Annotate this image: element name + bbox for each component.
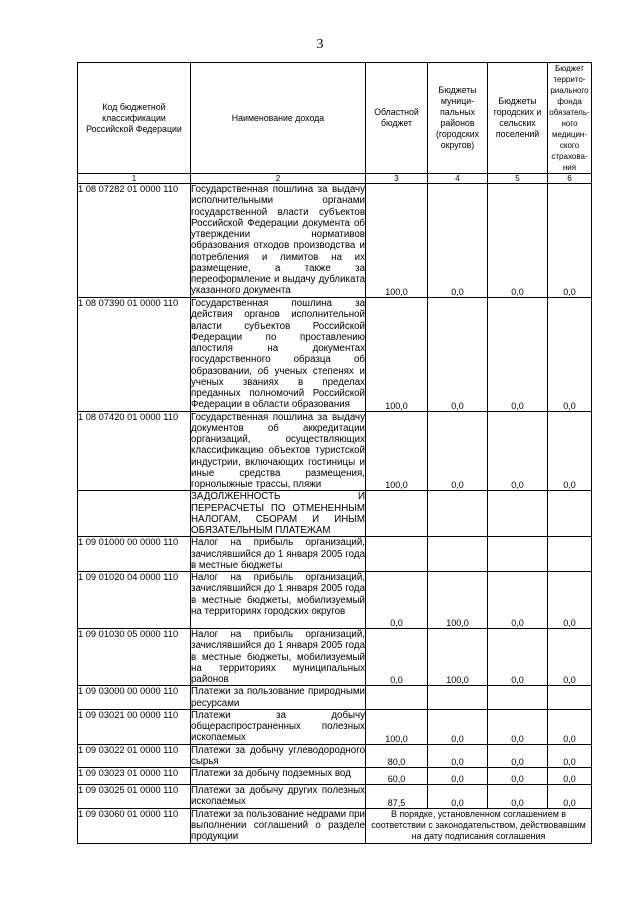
table-row [78, 298, 592, 412]
revenue-name-cell: Государственная пошлина за выдачу исполнительными органами государственной власти субъектов Российской Федерации документа об утверждении нормативов образования отходов производства и потребления и лимитов на их размещение, а также за переоформление и выдачу дубликата указанного документа [191, 184, 365, 297]
revenue-name-cell: Платежи за пользование природными ресурсами [191, 686, 365, 709]
regional-budget-value: 100,0 [366, 298, 428, 412]
regional-budget-value: 0,0 [366, 572, 428, 629]
municipal-budget-value [428, 491, 488, 537]
regional-budget-value: 80,0 [366, 744, 428, 768]
medical-insurance-fund-value [548, 537, 592, 572]
table-row [78, 572, 592, 629]
settlement-budget-value: 0,0 [488, 411, 548, 491]
revenue-name-cell: Платежи за добычу углеводородного сырья [191, 744, 365, 767]
municipal-budget-value: 0,0 [428, 298, 488, 412]
revenue-name-cell: Налог на прибыль организаций, зачислявшийся до 1 января 2005 года в местные бюджеты, мобилизуемый на территориях городских округов [191, 572, 366, 629]
table-row [78, 491, 592, 537]
medical-insurance-fund-value: 0,0 [548, 744, 592, 768]
municipal-budget-value: 0,0 [428, 768, 488, 785]
budget-code-cell: 1 09 01030 05 0000 110 [78, 629, 191, 686]
column-number: 6 [548, 174, 592, 184]
budget-code-cell: 1 08 07420 01 0000 110 [78, 411, 191, 491]
budget-code-cell: 1 08 07282 01 0000 110 [78, 184, 191, 298]
header-revenue-name: Наименование дохода [191, 63, 366, 174]
header-settlement-budgets: Бюджеты городских и сельских поселений [488, 63, 548, 174]
medical-insurance-fund-value: 0,0 [548, 768, 592, 785]
budget-code-cell: 1 08 07390 01 0000 110 [78, 298, 191, 412]
budget-code-cell: 1 09 01020 04 0000 110 [78, 572, 191, 629]
table-row [78, 686, 592, 710]
municipal-budget-value: 0,0 [428, 744, 488, 768]
medical-insurance-fund-value: 0,0 [548, 298, 592, 412]
table-row [78, 785, 592, 809]
municipal-budget-value: 0,0 [428, 709, 488, 744]
settlement-budget-value: 0,0 [488, 768, 548, 785]
table-row [78, 629, 592, 686]
municipal-budget-value: 0,0 [428, 411, 488, 491]
regional-budget-value: 60,0 [366, 768, 428, 785]
revenue-name-cell: Платежи за добычу подземных вод [191, 768, 366, 785]
budget-code-cell: 1 09 03060 01 0000 110 [78, 808, 191, 843]
medical-insurance-fund-value: 0,0 [548, 629, 592, 686]
header-regional-budget: Областной бюджет [366, 63, 428, 174]
settlement-budget-value: 0,0 [488, 709, 548, 744]
column-number: 5 [488, 174, 548, 184]
revenue-name-cell: Платежи за пользование недрами при выполнении соглашений о разделе продукции [191, 808, 365, 842]
revenue-name-cell: Платежи за добычу других полезных ископаемых [191, 785, 365, 808]
table-row [78, 537, 592, 572]
revenue-name-cell: Государственная пошлина за выдачу документов об аккредитации организаций, осуществляющих классификацию объектов туристской индустрии, включающих гостиницы и иные средства размещения, горнолыжные трассы, пляжи [191, 411, 365, 490]
medical-insurance-fund-value: 0,0 [548, 572, 592, 629]
budget-code-cell [78, 491, 191, 537]
header-municipal-budgets: Бюджеты муници- пальных районов (городских округов) [428, 63, 488, 174]
table-row [78, 744, 592, 768]
regional-budget-value: 0,0 [366, 629, 428, 686]
settlement-budget-value [488, 491, 548, 537]
column-number: 4 [428, 174, 488, 184]
header-medical-insurance-fund: Бюджет террито- риального фонда обязатель- ного медицин- ского страхова- ния [549, 64, 590, 172]
budget-code-cell: 1 09 03000 00 0000 110 [78, 686, 191, 710]
table-row [78, 411, 592, 491]
distribution-note-cell: В порядке, установленном соглашением в соответствии с законодательством, действовавшим на дату подписания соглашения [366, 808, 592, 843]
table-row [78, 184, 592, 298]
settlement-budget-value: 0,0 [488, 785, 548, 809]
settlement-budget-value: 0,0 [488, 298, 548, 412]
column-number: 3 [366, 174, 428, 184]
settlement-budget-value: 0,0 [488, 184, 548, 298]
budget-code-cell: 1 09 03025 01 0000 110 [78, 785, 191, 809]
revenue-name-cell: Государственная пошлина за действия органов исполнительной власти субъектов Российской Федерации по проставлению апостиля на документах государственного образца об образовании, об ученых степенях и ученых званиях в пределах преданных полномочий Российской Федерации в области образования [191, 298, 365, 411]
municipal-budget-value: 0,0 [428, 785, 488, 809]
regional-budget-value: 87,5 [366, 785, 428, 809]
column-number: 2 [191, 174, 366, 184]
regional-budget-value [366, 491, 428, 537]
municipal-budget-value [428, 537, 488, 572]
budget-code-cell: 1 09 03023 01 0000 110 [78, 768, 191, 785]
column-number-row [78, 174, 592, 184]
column-number: 1 [78, 174, 191, 184]
regional-budget-value: 100,0 [366, 411, 428, 491]
revenue-distribution-table [77, 62, 592, 844]
medical-insurance-fund-value: 0,0 [548, 184, 592, 298]
municipal-budget-value: 100,0 [428, 629, 488, 686]
table-row [78, 709, 592, 744]
medical-insurance-fund-value [548, 686, 592, 710]
municipal-budget-value: 100,0 [428, 572, 488, 629]
page-number: 3 [316, 37, 324, 52]
medical-insurance-fund-value: 0,0 [548, 411, 592, 491]
regional-budget-value: 100,0 [366, 184, 428, 298]
settlement-budget-value: 0,0 [488, 744, 548, 768]
table-row [78, 808, 592, 843]
table-header-row [78, 63, 592, 174]
table-row [78, 768, 592, 785]
municipal-budget-value: 0,0 [428, 184, 488, 298]
medical-insurance-fund-value [548, 491, 592, 537]
revenue-name-cell: Платежи за добычу общераспространенных полезных ископаемых [191, 709, 365, 744]
budget-code-cell: 1 09 01000 00 0000 110 [78, 537, 191, 572]
settlement-budget-value [488, 537, 548, 572]
regional-budget-value [366, 686, 428, 710]
revenue-name-cell: Налог на прибыль организаций, зачислявшийся до 1 января 2005 года в местные бюджеты [191, 537, 365, 571]
settlement-budget-value: 0,0 [488, 629, 548, 686]
settlement-budget-value: 0,0 [488, 572, 548, 629]
header-budget-code: Код бюджетной классификации Российской Федерации [78, 63, 191, 174]
budget-code-cell: 1 09 03022 01 0000 110 [78, 744, 191, 768]
revenue-name-cell: Налог на прибыль организаций, зачислявшийся до 1 января 2005 года в местные бюджеты, мобилизуемый на территориях муниципальных районов [191, 629, 365, 685]
section-heading-cell: ЗАДОЛЖЕННОСТЬ И ПЕРЕРАСЧЕТЫ ПО ОТМЕНЕННЫМ НАЛОГАМ, СБОРАМ И ИНЫМ ОБЯЗАТЕЛЬНЫМ ПЛАТЕЖАМ [191, 491, 365, 536]
municipal-budget-value [428, 686, 488, 710]
medical-insurance-fund-value: 0,0 [548, 709, 592, 744]
medical-insurance-fund-value: 0,0 [548, 785, 592, 809]
regional-budget-value: 100,0 [366, 709, 428, 744]
budget-code-cell: 1 09 03021 00 0000 110 [78, 709, 191, 744]
regional-budget-value [366, 537, 428, 572]
settlement-budget-value [488, 686, 548, 710]
